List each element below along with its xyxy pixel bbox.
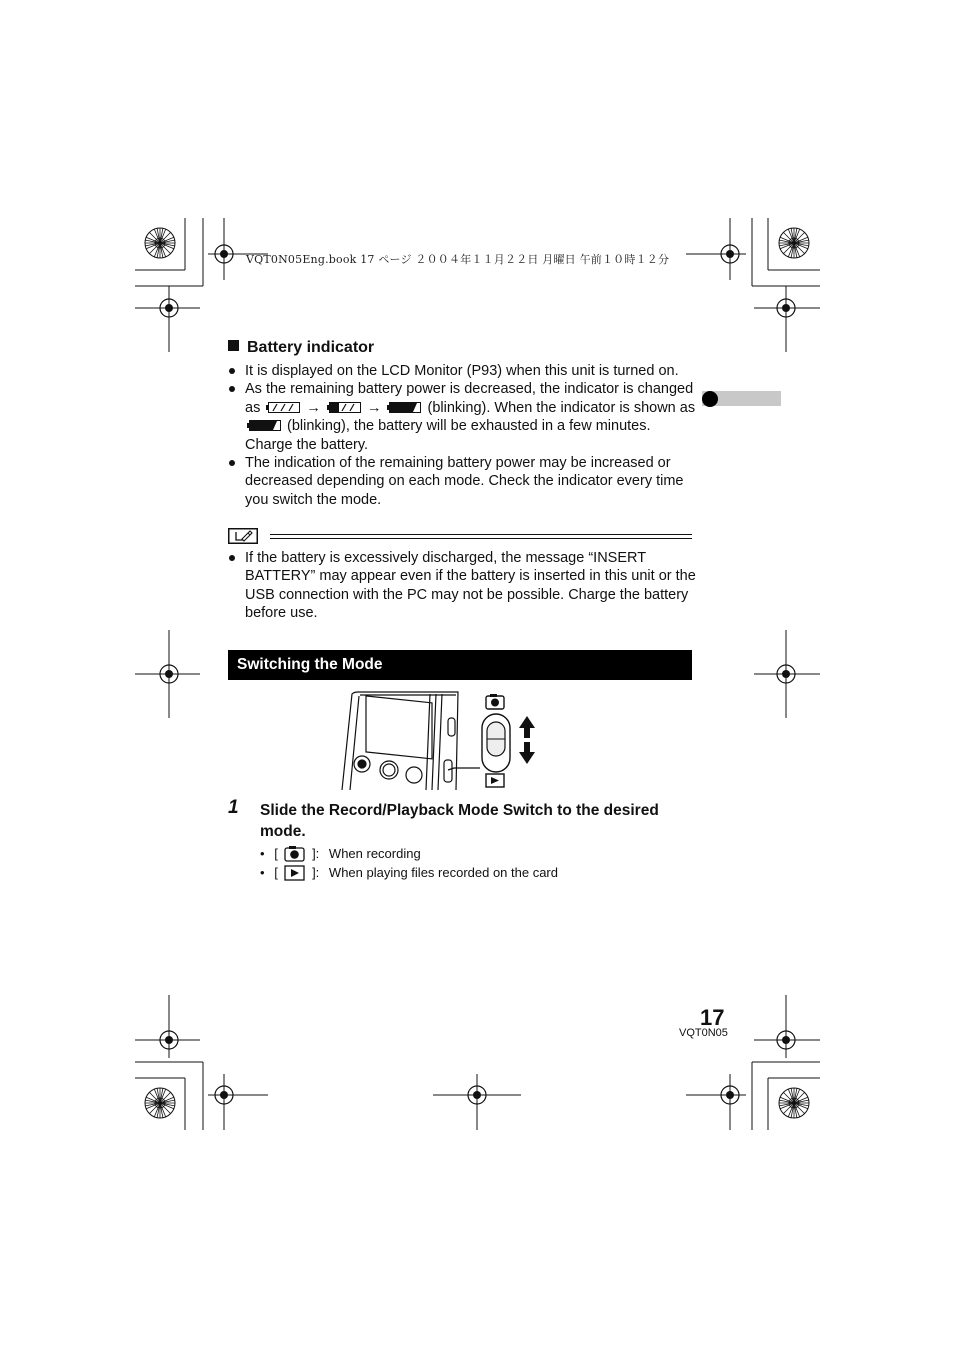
switching-mode-heading-bar bbox=[228, 650, 692, 680]
chapter-marker-dot bbox=[702, 391, 718, 407]
note-bullet-1: If the battery is excessively discharged, the message “INSERT BATTERY” may appear even if the battery is inserted in this unit or the USB connection with the PC may not be possible. Charge the battery before use. bbox=[228, 549, 698, 623]
arrow-1: → bbox=[306, 399, 321, 416]
mode-option-list bbox=[260, 845, 700, 885]
camera-icon bbox=[284, 845, 305, 862]
play-icon bbox=[284, 864, 305, 881]
mode-option-recording: • [ ]: When recording bbox=[260, 846, 421, 861]
arrow-2: → bbox=[366, 399, 382, 416]
mode-option-playback: • [ ]: When playing files recorded on the card bbox=[260, 865, 558, 880]
switching-mode-title: Switching the Mode bbox=[237, 656, 383, 673]
mode-switch-illustration bbox=[338, 690, 548, 792]
note-bullet-list bbox=[228, 549, 698, 623]
battery-indicator-title: Battery indicator bbox=[247, 339, 375, 356]
battery-low-icon bbox=[387, 402, 421, 413]
print-file-header: VQT0N05Eng.book 17 ページ ２００４年１１月２２日 月曜日 午前１０時１２分 bbox=[246, 253, 670, 266]
square-bullet-icon bbox=[228, 340, 239, 351]
step-instruction: Slide the Record/Playback Mode Switch to the desired mode. bbox=[260, 802, 659, 840]
model-code: VQT0N05 bbox=[679, 1027, 728, 1039]
battery-bullet-2: As the remaining battery power is decreased, the indicator is changed as → → (blinking). When the indicator is shown as (blinking), the battery will be exhausted in a few minutes. Charge the battery. bbox=[228, 380, 698, 454]
note-pencil-icon bbox=[228, 528, 258, 544]
battery-bullet-3: The indication of the remaining battery power may be increased or decreased depending on each mode. Check the indicator every time you switch the mode. bbox=[228, 454, 698, 509]
battery-bullet-list bbox=[228, 362, 698, 509]
step-number: 1 bbox=[228, 797, 239, 818]
battery-bullet-1: It is displayed on the LCD Monitor (P93) when this unit is turned on. bbox=[228, 362, 698, 380]
battery-two-thirds-icon bbox=[327, 402, 361, 413]
camera-mode-icon bbox=[486, 694, 504, 709]
note-divider-rule bbox=[270, 534, 692, 539]
page-number: 17 bbox=[700, 1005, 725, 1030]
play-mode-icon bbox=[486, 774, 504, 787]
battery-empty-icon bbox=[247, 420, 281, 431]
battery-indicator-heading bbox=[228, 339, 374, 357]
battery-full-icon bbox=[266, 402, 300, 413]
